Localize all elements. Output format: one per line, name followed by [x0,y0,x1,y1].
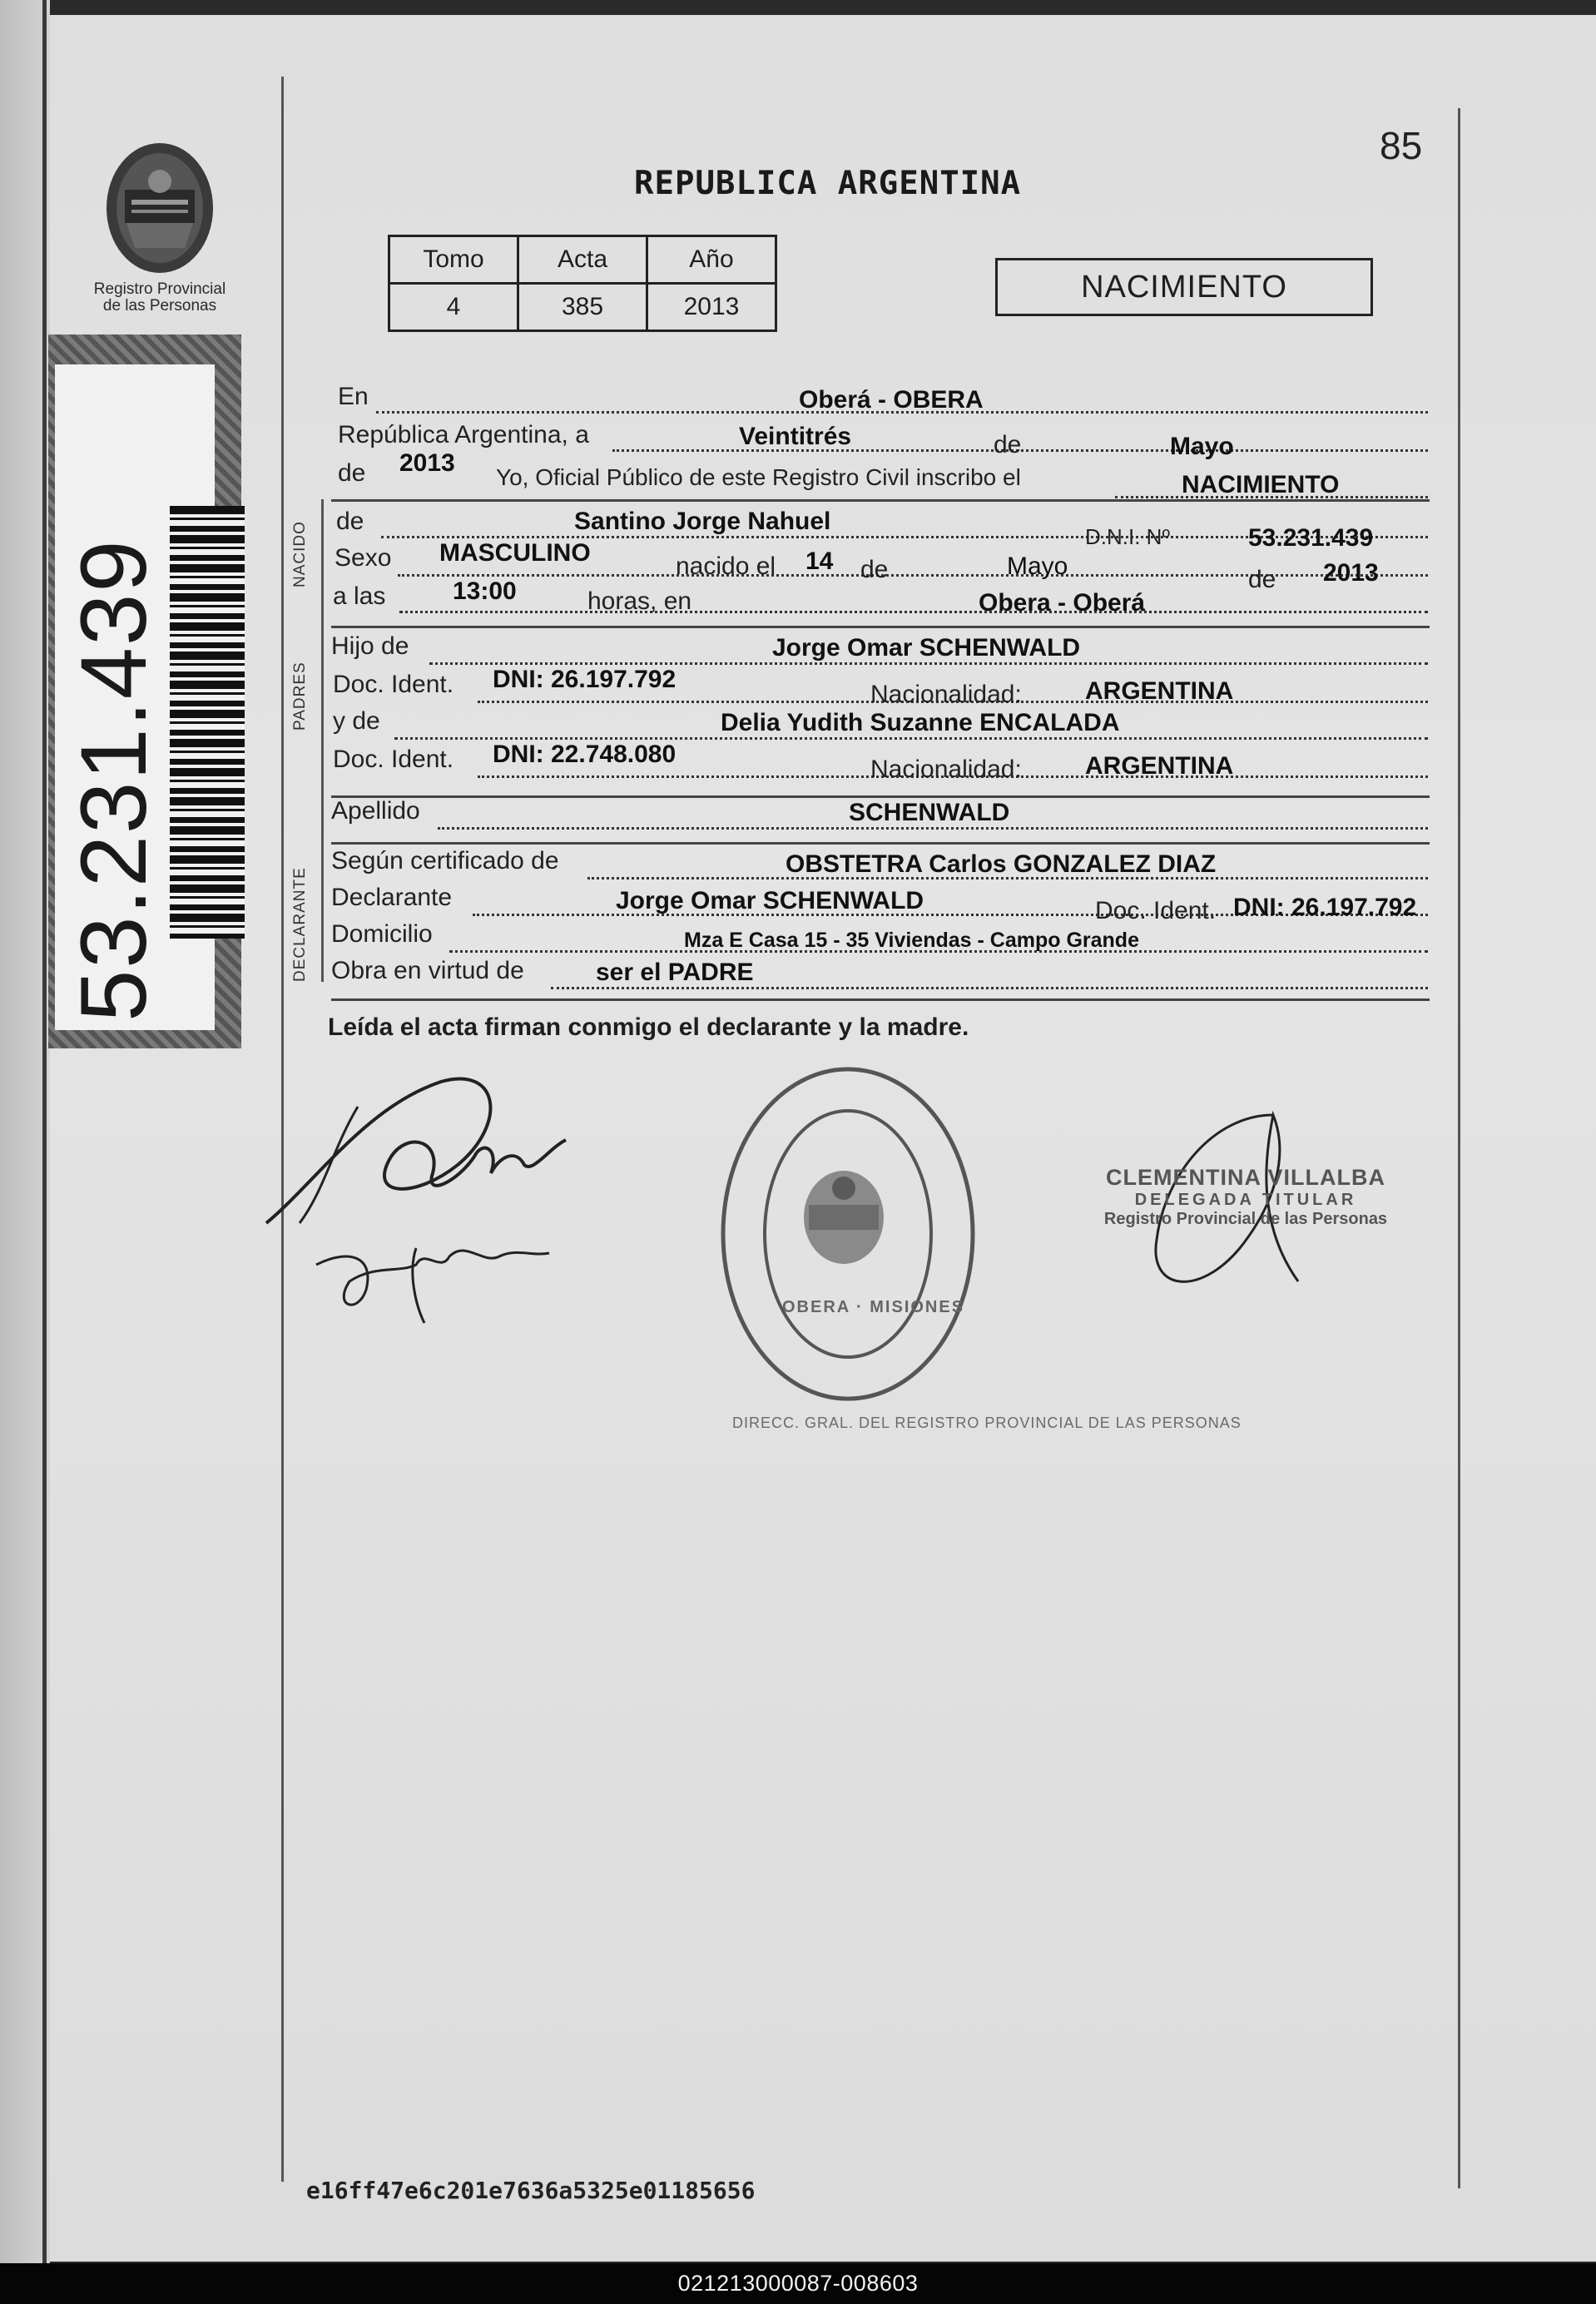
value-madre-nacionalidad: ARGENTINA [1085,752,1234,780]
record-table-header-row [389,236,776,284]
label-inscribo: Yo, Oficial Público de este Registro Civil inscribo el [496,464,1021,490]
divider [331,626,1430,628]
value-lugar-nacimiento: Obera - Oberá [979,589,1146,617]
label-de: de [994,431,1022,458]
value-dia-letras: Veintitrés [739,423,852,450]
value-declarante-doc: DNI: 26.197.792 [1233,894,1417,921]
label-hijo-de: Hijo de [331,632,409,660]
book-binding-edge [0,0,50,2263]
value-anio: 2013 [399,449,455,477]
label-horas-en: horas, en [587,587,692,615]
provincial-seal [77,131,243,331]
divider [331,998,1430,1001]
value-localidad: Oberá - OBERA [799,386,984,414]
stamp-ring-text: DIRECC. GRAL. DEL REGISTRO PROVINCIAL DE LAS PERSONAS [732,1415,1242,1431]
scan-footer-bar [0,2263,1596,2304]
section-label-nacido: NACIDO [291,521,309,587]
label-apellido: Apellido [331,797,420,825]
label-obra-en-virtud: Obra en virtud de [331,957,524,984]
label-a-las: a las [333,582,386,610]
label-y-de: y de [333,707,380,735]
value-hora: 13:00 [453,577,517,605]
section-label-declarante: DECLARANTE [291,867,309,982]
official-stamp [1083,1165,1408,1229]
right-margin-rule [1458,108,1460,2188]
label-doc-ident-madre: Doc. Ident. [333,746,454,773]
seal-caption: Registro Provincial de las Personas [93,280,226,315]
value-obra: ser el PADRE [596,959,754,986]
dotted-line [394,737,1428,740]
section-label-padres: PADRES [291,661,309,731]
label-segun-certificado: Según certificado de [331,847,559,875]
label-nacionalidad-madre: Nacionalidad: [870,756,1022,783]
value-nacido-anio: 2013 [1323,559,1379,587]
value-nacido-dia: 14 [805,548,834,575]
label-en: En [338,383,369,410]
value-declarante: Jorge Omar SCHENWALD [616,887,924,914]
label-sexo: Sexo [335,544,392,572]
value-inscribo-tipo: NACIMIENTO [1182,471,1340,498]
stamp-center-text: OBERA · MISIONES [782,1298,965,1316]
label-de-mes: de [860,556,889,583]
barcode-bars [170,506,245,939]
label-dni: D.N.I. Nº [1085,524,1170,549]
label-nacido-el: nacido el [676,552,776,580]
official-role: DELEGADA TITULAR [1134,1191,1357,1209]
barcode-panel [48,334,241,1048]
misiones-emblem-icon [93,131,226,281]
value-padre-doc: DNI: 26.197.792 [493,666,677,693]
table-header-tomo: Tomo [389,236,518,284]
table-header-anio: Año [647,236,776,284]
page-number: 85 [1380,124,1423,167]
table-value-acta: 385 [518,284,647,331]
label-doc-ident-padre: Doc. Ident. [333,671,454,698]
value-madre-doc: DNI: 22.748.080 [493,741,677,768]
label-nacionalidad-padre: Nacionalidad: [870,681,1022,708]
barcode-number: 53.231.439 [62,538,166,1022]
label-de-anio-nac: de [1248,566,1276,593]
divider [331,795,1430,798]
value-padre-nacionalidad: ARGENTINA [1085,677,1234,705]
label-declarante: Declarante [331,884,453,911]
dotted-line [429,662,1428,665]
value-apellido: SCHENWALD [849,799,1010,826]
value-domicilio: Mza E Casa 15 - 35 Viviendas - Campo Grande [684,929,1139,952]
section-bracket-rule [321,499,324,982]
closing-statement: Leída el acta firman conmigo el declarante y la madre. [328,1013,969,1041]
label-de-anio: de [338,459,366,487]
value-nombre-nacido: Santino Jorge Nahuel [574,508,831,535]
divider [331,842,1430,845]
registry-stamp-icon [702,1055,994,1413]
table-value-tomo: 4 [389,284,518,331]
dotted-line [551,987,1428,989]
table-value-anio: 2013 [647,284,776,331]
document-type-box [995,258,1373,316]
document-type-label: NACIMIENTO [1081,269,1287,305]
dotted-line [438,827,1428,830]
divider [331,499,1430,502]
value-mes: Mayo [1170,433,1234,460]
label-republica: República Argentina, a [338,421,589,448]
value-madre: Delia Yudith Suzanne ENCALADA [721,709,1120,736]
value-sexo: MASCULINO [439,539,591,567]
barcode-label [55,364,215,1030]
document-title: REPUBLICA ARGENTINA [634,165,1022,202]
verification-hash: e16ff47e6c201e7636a5325e01185656 [306,2177,756,2204]
value-padre: Jorge Omar SCHENWALD [772,634,1081,661]
value-nacido-mes: Mayo [1007,552,1068,580]
record-index-table [388,235,777,332]
signature-declarante-icon [250,1057,599,1340]
value-certificante: OBSTETRA Carlos GONZALEZ DIAZ [786,850,1217,878]
label-doc-ident-declarante: Doc. Ident. [1095,897,1217,924]
official-name: CLEMENTINA VILLALBA [1106,1165,1385,1190]
scan-id: 021213000087-008603 [677,2271,919,2296]
value-dni-nacido: 53.231.439 [1248,524,1374,552]
label-de-nombre: de [336,508,364,535]
dotted-line [399,611,1428,613]
label-domicilio: Domicilio [331,920,433,948]
record-table-value-row [389,284,776,331]
official-office: Registro Provincial de las Personas [1103,1210,1388,1228]
table-header-acta: Acta [518,236,647,284]
